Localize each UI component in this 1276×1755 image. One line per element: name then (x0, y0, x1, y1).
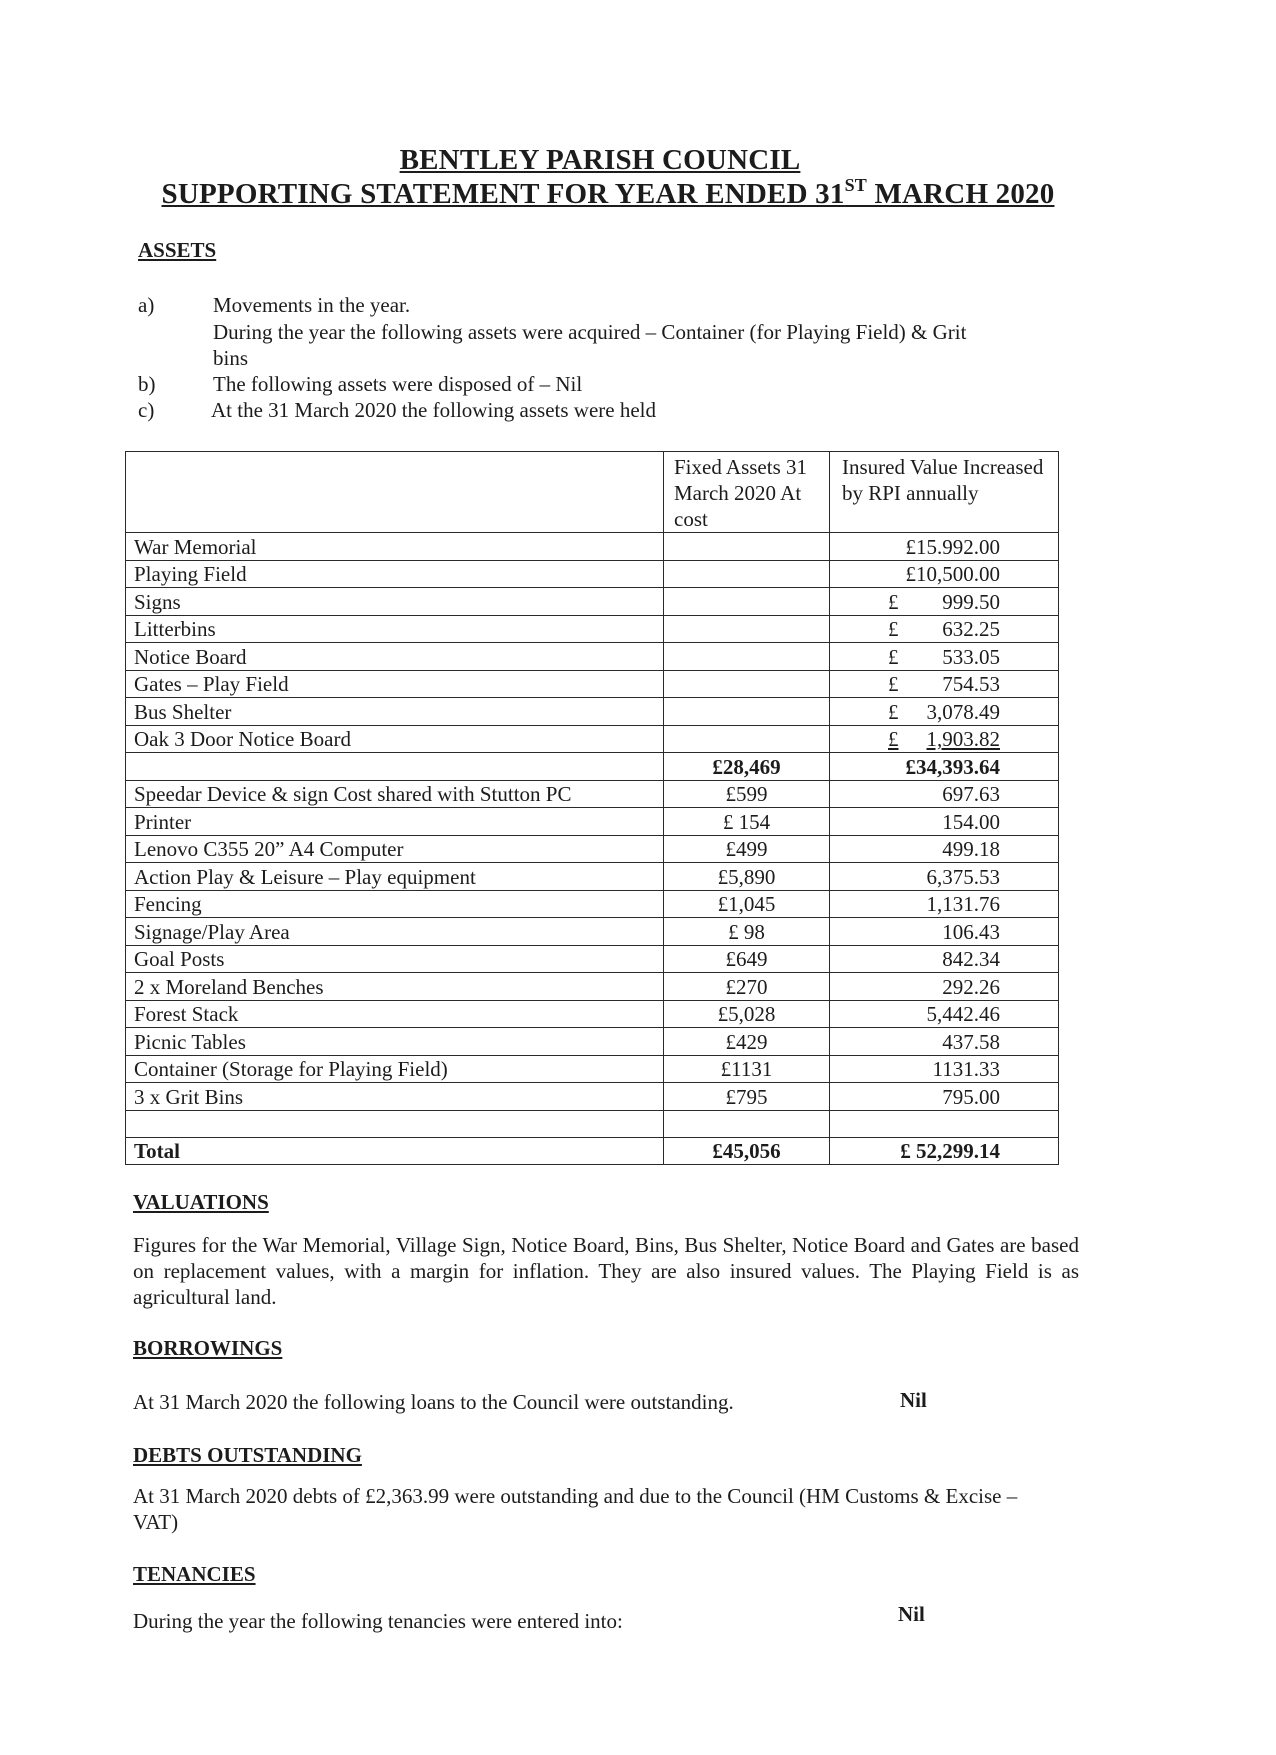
asset-name: Litterbins (126, 615, 664, 643)
asset-insured-value: 6,375.53 (830, 863, 1059, 891)
asset-insured-value: 1,131.76 (830, 890, 1059, 918)
asset-cost: £ 154 (664, 808, 830, 836)
asset-name: Container (Storage for Playing Field) (126, 1055, 664, 1083)
item-text-b: The following assets were disposed of – Nil (213, 372, 583, 396)
amount: 1,903.82 (926, 727, 1000, 751)
asset-name: Picnic Tables (126, 1028, 664, 1056)
asset-cost: £649 (664, 945, 830, 973)
asset-cost: £795 (664, 1083, 830, 1111)
asset-name: Action Play & Leisure – Play equipment (126, 863, 664, 891)
table-row (126, 780, 1059, 808)
asset-name: Bus Shelter (126, 698, 664, 726)
item-text-c: At the 31 March 2020 the following assets were held (211, 398, 656, 422)
table-row (126, 890, 1059, 918)
asset-name: War Memorial (126, 533, 664, 561)
table-row (126, 1028, 1059, 1056)
asset-cost: £599 (664, 780, 830, 808)
asset-cost: £1131 (664, 1055, 830, 1083)
subtotal-row (126, 753, 1059, 781)
asset-cost: £429 (664, 1028, 830, 1056)
header-cell-cost: Fixed Assets 31 March 2020 At cost (664, 452, 830, 533)
asset-insured-value (830, 725, 1059, 753)
statement-subtitle (8, 175, 1208, 211)
council-title: BENTLEY PARISH COUNCIL (399, 144, 801, 176)
asset-name: Signage/Play Area (126, 918, 664, 946)
empty-cell (664, 1110, 830, 1137)
empty-row (126, 1110, 1059, 1137)
currency-symbol: £ (888, 699, 899, 724)
asset-cost (664, 560, 830, 588)
subtotal-label (126, 753, 664, 781)
asset-name: Printer (126, 808, 664, 836)
asset-name: Speedar Device & sign Cost shared with Stutton PC (126, 780, 664, 808)
currency-symbol: £ (888, 617, 899, 641)
table-row (126, 1055, 1059, 1083)
table-row (126, 973, 1059, 1001)
tenancies-text: During the year the following tenancies were entered into: (133, 1609, 623, 1633)
asset-cost: £5,890 (664, 863, 830, 891)
asset-insured-value: 106.43 (830, 918, 1059, 946)
table-row (126, 615, 1059, 643)
asset-insured-value (830, 670, 1059, 698)
asset-cost: £499 (664, 835, 830, 863)
asset-insured-value: £15.992.00 (830, 533, 1059, 561)
asset-insured-value: £10,500.00 (830, 560, 1059, 588)
subtitle-main: SUPPORTING STATEMENT FOR YEAR ENDED 31 (161, 178, 845, 210)
table-row (126, 1000, 1059, 1028)
borrowings-value: Nil (900, 1388, 927, 1412)
valuations-heading: VALUATIONS (133, 1190, 269, 1214)
currency-symbol: £ (888, 672, 899, 696)
total-label: Total (126, 1137, 664, 1165)
asset-insured-value: 437.58 (830, 1028, 1059, 1056)
table-row (126, 725, 1059, 753)
asset-insured-value: 292.26 (830, 973, 1059, 1001)
asset-name: Lenovo C355 20” A4 Computer (126, 835, 664, 863)
asset-cost (664, 533, 830, 561)
asset-cost (664, 615, 830, 643)
asset-cost (664, 698, 830, 726)
item-text-a-continued-2: bins (213, 346, 249, 370)
subtotal-insured-value: £34,393.64 (830, 753, 1059, 781)
asset-cost (664, 643, 830, 671)
asset-insured-value (830, 643, 1059, 671)
borrowings-text: At 31 March 2020 the following loans to the Council were outstanding. (133, 1390, 734, 1414)
table-row (126, 808, 1059, 836)
asset-insured-value (830, 698, 1059, 726)
tenancies-heading: TENANCIES (133, 1562, 256, 1586)
asset-insured-value: 795.00 (830, 1083, 1059, 1111)
table-row (126, 533, 1059, 561)
asset-name: Oak 3 Door Notice Board (126, 725, 664, 753)
table-row (126, 670, 1059, 698)
borrowings-heading: BORROWINGS (133, 1336, 283, 1360)
table-row (126, 643, 1059, 671)
currency-symbol: £ (888, 589, 899, 614)
amount: 632.25 (942, 617, 1000, 641)
asset-name: Goal Posts (126, 945, 664, 973)
asset-name: Signs (126, 588, 664, 616)
table-row (126, 1083, 1059, 1111)
item-label-a: a) (138, 293, 155, 317)
valuations-text: Figures for the War Memorial, Village Sign, Notice Board, Bins, Bus Shelter, Notice Board and Gates are based on replacement values, with a margin for inflation. They are also insured values. The Playing Field is as agricultural land. (133, 1233, 1079, 1309)
asset-insured-value: 499.18 (830, 835, 1059, 863)
item-text-a-continued: During the year the following assets were acquired – Container (for Playing Field) & Grit (213, 320, 967, 344)
asset-name: Fencing (126, 890, 664, 918)
total-row (126, 1137, 1059, 1165)
asset-cost: £270 (664, 973, 830, 1001)
assets-table (125, 451, 1059, 1165)
asset-insured-value: 842.34 (830, 945, 1059, 973)
header-cell-insured: Insured Value Increased by RPI annually (830, 452, 1059, 533)
item-text-a: Movements in the year. (213, 293, 411, 317)
asset-cost: £ 98 (664, 918, 830, 946)
empty-cell (126, 1110, 664, 1137)
amount: 533.05 (942, 644, 1000, 669)
amount: 999.50 (942, 589, 1000, 614)
table-row (126, 560, 1059, 588)
asset-name: 2 x Moreland Benches (126, 973, 664, 1001)
asset-insured-value (830, 615, 1059, 643)
total-cost: £45,056 (664, 1137, 830, 1165)
total-insured-value: £ 52,299.14 (830, 1137, 1059, 1165)
asset-cost (664, 588, 830, 616)
currency-symbol: £ (888, 644, 899, 669)
debts-heading: DEBTS OUTSTANDING (133, 1443, 362, 1467)
asset-name: Notice Board (126, 643, 664, 671)
amount: 3,078.49 (926, 699, 1000, 724)
table-row (126, 588, 1059, 616)
asset-insured-value (830, 588, 1059, 616)
tenancies-value: Nil (898, 1602, 925, 1626)
table-row (126, 945, 1059, 973)
asset-insured-value: 697.63 (830, 780, 1059, 808)
item-label-b: b) (138, 372, 156, 396)
asset-name: Playing Field (126, 560, 664, 588)
asset-cost (664, 670, 830, 698)
table-row (126, 698, 1059, 726)
asset-name: 3 x Grit Bins (126, 1083, 664, 1111)
subtotal-cost: £28,469 (664, 753, 830, 781)
header-cell-item (126, 452, 664, 533)
item-label-c: c) (138, 398, 155, 422)
currency-symbol: £ (888, 727, 899, 751)
asset-insured-value: 5,442.46 (830, 1000, 1059, 1028)
table-row (126, 835, 1059, 863)
asset-insured-value: 154.00 (830, 808, 1059, 836)
asset-insured-value: 1131.33 (830, 1055, 1059, 1083)
assets-heading: ASSETS (138, 238, 217, 262)
debts-text: At 31 March 2020 debts of £2,363.99 were outstanding and due to the Council (HM Customs & Excise – VAT) (133, 1484, 1018, 1534)
subtitle-end: MARCH 2020 (867, 178, 1055, 210)
asset-cost: £1,045 (664, 890, 830, 918)
table-row (126, 863, 1059, 891)
subtitle-superscript: ST (844, 175, 867, 195)
amount: 754.53 (942, 672, 1000, 696)
table-row (126, 918, 1059, 946)
asset-cost: £5,028 (664, 1000, 830, 1028)
asset-name: Gates – Play Field (126, 670, 664, 698)
asset-name: Forest Stack (126, 1000, 664, 1028)
asset-cost (664, 725, 830, 753)
table-header-row (126, 452, 1059, 533)
empty-cell (830, 1110, 1059, 1137)
